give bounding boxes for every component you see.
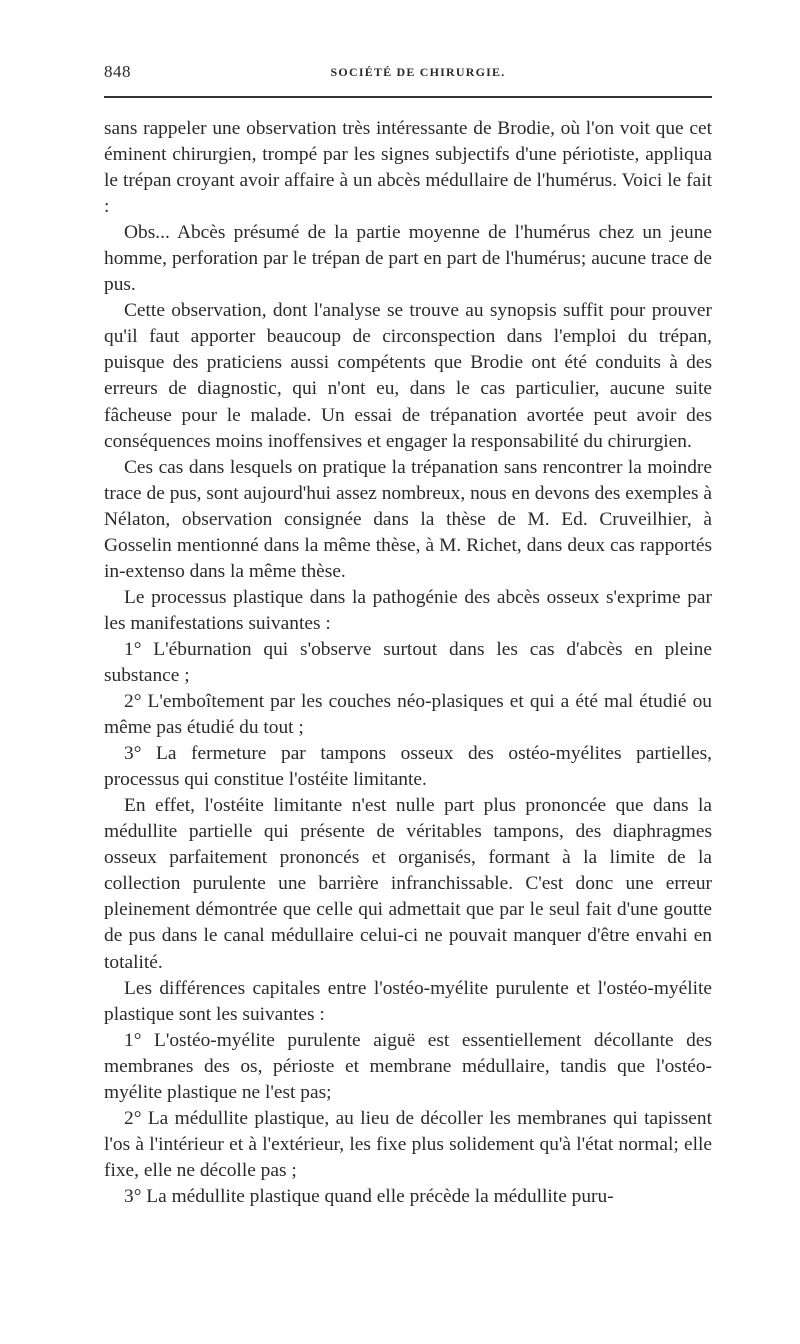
paragraph: Cette observation, dont l'analyse se trouve au synopsis suffit pour prouver qu'il faut apporter beaucoup de circonspection dans l'emploi du trépan, puisque des praticiens aussi compétents que Brodie ont été conduits à des erreurs de diagnostic, qui n'ont eu, dans le cas particulier, aucune suite fâcheuse pour le malade. Un essai de trépanation avortée peut avoir des conséquences moins inoffensives et engager la responsabilité du chirurgien. (104, 300, 712, 452)
list-item: 2° La médullite plastique, au lieu de décoller les membranes qui tapissent l'os à l'intérieur et à l'extérieur, les fixe plus solidement qu'à l'état normal; elle fixe, elle ne décolle pas ; (104, 1107, 712, 1181)
paragraph-observation: Obs... Abcès présumé de la partie moyenne de l'humérus chez un jeune homme, perforation par le trépan de part en part de l'humérus; aucune trace de pus. (104, 222, 712, 296)
list-item: 3° La médullite plastique quand elle précède la médullite puru- (124, 1185, 614, 1207)
paragraph: Le processus plastique dans la pathogénie des abcès osseux s'exprime par les manifestations suivantes : (104, 586, 712, 634)
list-item: 3° La fermeture par tampons osseux des ostéo-myélites partielles, processus qui constitue l'ostéite limitante. (104, 743, 712, 791)
list-item: 1° L'ostéo-myélite purulente aiguë est essentiellement décollante des membranes des os, périoste et membrane médullaire, tandis que l'ostéo-myélite plastique ne l'est pas; (104, 1029, 712, 1103)
list-item: 1° L'éburnation qui s'observe surtout dans les cas d'abcès en pleine substance ; (104, 638, 712, 686)
paragraph: Les différences capitales entre l'ostéo-myélite purulente et l'ostéo-myélite plastique sont les suivantes : (104, 977, 712, 1025)
paragraph: En effet, l'ostéite limitante n'est nulle part plus prononcée que dans la médullite partielle qui présente de véritables tampons, des diaphragmes osseux parfaitement prononcés et organisés, formant à la limite de la collection purulente une barrière infranchissable. C'est donc une erreur pleinement démontrée que celle qui admettait que par le seul fait d'une goutte de pus dans le canal médullaire celui-ci ne pouvait manquer d'être envahi en totalité. (104, 795, 712, 973)
body-text (104, 116, 712, 1210)
page-header (104, 58, 712, 86)
paragraph-continuation: sans rappeler une observation très intéressante de Brodie, où l'on voit que cet éminent chirurgien, trompé par les signes subjectifs d'une périotiste, appliqua le trépan croyant avoir affaire à un abcès médullaire de l'humérus. Voici le fait : (104, 118, 712, 218)
page-number: 848 (104, 62, 131, 81)
list-item: 2° L'emboîtement par les couches néo-plasiques et qui a été mal étudié ou même pas étudié du tout ; (104, 691, 712, 739)
book-page (104, 58, 712, 1207)
paragraph: Ces cas dans lesquels on pratique la trépanation sans rencontrer la moindre trace de pus, sont aujourd'hui assez nombreux, nous en devons des exemples à Nélaton, observation consignée dans la thèse de M. Ed. Cruveilhier, à Gosselin mentionné dans la même thèse, à M. Richet, dans deux cas rapportés in-extenso dans la même thèse. (104, 456, 712, 582)
running-head: SOCIÉTÉ DE CHIRURGIE. (330, 65, 506, 79)
header-rule (104, 96, 712, 98)
